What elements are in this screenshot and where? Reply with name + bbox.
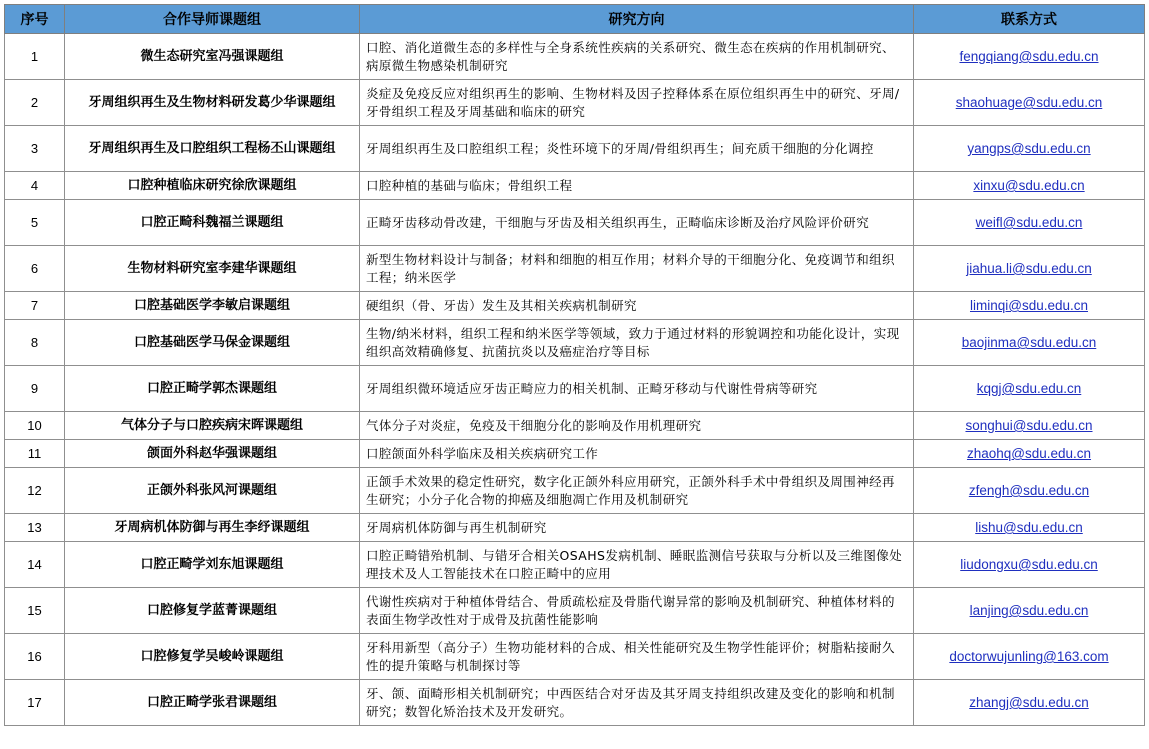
research-direction: 气体分子对炎症，免疫及干细胞分化的影响及作用机理研究: [360, 412, 914, 440]
research-direction: 正畸牙齿移动骨改建，干细胞与牙齿及相关组织再生，正畸临床诊断及治疗风险评价研究: [360, 200, 914, 246]
table-row: [5, 320, 1145, 366]
table-row: [5, 680, 1145, 726]
email-link[interactable]: fengqiang@sdu.edu.cn: [959, 49, 1099, 64]
row-number: 7: [5, 292, 65, 320]
row-number: 10: [5, 412, 65, 440]
email-link[interactable]: baojinma@sdu.edu.cn: [961, 335, 1097, 350]
research-direction: 牙周组织再生及口腔组织工程；炎性环境下的牙周/骨组织再生；间充质干细胞的分化调控: [360, 126, 914, 172]
table-row: [5, 468, 1145, 514]
research-direction: 口腔种植的基础与临床；骨组织工程: [360, 172, 914, 200]
group-name: 生物材料研究室李建华课题组: [65, 246, 360, 292]
header-group: 合作导师课题组: [65, 5, 360, 34]
row-number: 15: [5, 588, 65, 634]
group-name: 口腔修复学蓝菁课题组: [65, 588, 360, 634]
email-link[interactable]: liminqi@sdu.edu.cn: [969, 298, 1088, 313]
email-cell: [914, 80, 1145, 126]
group-name: 颌面外科赵华强课题组: [65, 440, 360, 468]
table-row: [5, 34, 1145, 80]
research-direction: 牙周病机体防御与再生机制研究: [360, 514, 914, 542]
table-row: [5, 246, 1145, 292]
email-link[interactable]: lanjing@sdu.edu.cn: [969, 603, 1089, 618]
email-link[interactable]: shaohuage@sdu.edu.cn: [955, 95, 1103, 110]
group-name: 口腔正畸学郭杰课题组: [65, 366, 360, 412]
email-cell: [914, 440, 1145, 468]
row-number: 14: [5, 542, 65, 588]
row-number: 8: [5, 320, 65, 366]
table-row: [5, 634, 1145, 680]
table-row: [5, 440, 1145, 468]
research-direction: 牙科用新型（高分子）生物功能材料的合成、相关性能研究及生物学性能评价；树脂粘接耐久性的提升策略与机制探讨等: [360, 634, 914, 680]
email-link[interactable]: jiahua.li@sdu.edu.cn: [966, 261, 1092, 276]
email-link[interactable]: doctorwujunling@163.com: [949, 649, 1109, 664]
advisor-table: [4, 4, 1145, 726]
table-row: [5, 366, 1145, 412]
table-row: [5, 80, 1145, 126]
email-link[interactable]: zhangj@sdu.edu.cn: [969, 695, 1089, 710]
research-direction: 代谢性疾病对于种植体骨结合、骨质疏松症及骨脂代谢异常的影响及机制研究、种植体材料的表面生物学改性对于成骨及抗菌性能影响: [360, 588, 914, 634]
row-number: 2: [5, 80, 65, 126]
row-number: 13: [5, 514, 65, 542]
row-number: 3: [5, 126, 65, 172]
table-row: [5, 292, 1145, 320]
email-cell: [914, 468, 1145, 514]
email-cell: [914, 34, 1145, 80]
research-direction: 牙周组织微环境适应牙齿正畸应力的相关机制、正畸牙移动与代谢性骨病等研究: [360, 366, 914, 412]
email-cell: [914, 200, 1145, 246]
group-name: 口腔基础医学李敏启课题组: [65, 292, 360, 320]
row-number: 9: [5, 366, 65, 412]
group-name: 口腔正畸科魏福兰课题组: [65, 200, 360, 246]
group-name: 口腔正畸学刘东旭课题组: [65, 542, 360, 588]
row-number: 16: [5, 634, 65, 680]
table-row: [5, 588, 1145, 634]
email-link[interactable]: yangps@sdu.edu.cn: [967, 141, 1091, 156]
email-link[interactable]: weifl@sdu.edu.cn: [975, 215, 1083, 230]
header-direction: 研究方向: [360, 5, 914, 34]
email-link[interactable]: zhaohq@sdu.edu.cn: [966, 446, 1092, 461]
row-number: 4: [5, 172, 65, 200]
email-cell: [914, 680, 1145, 726]
group-name: 牙周组织再生及口腔组织工程杨丕山课题组: [65, 126, 360, 172]
table-row: [5, 412, 1145, 440]
email-cell: [914, 292, 1145, 320]
email-link[interactable]: kqgj@sdu.edu.cn: [976, 381, 1082, 396]
research-direction: 硬组织（骨、牙齿）发生及其相关疾病机制研究: [360, 292, 914, 320]
email-cell: [914, 588, 1145, 634]
email-cell: [914, 172, 1145, 200]
research-direction: 口腔正畸错殆机制、与错牙合相关OSAHS发病机制、睡眠监测信号获取与分析以及三维图像处理技术及人工智能技术在口腔正畸中的应用: [360, 542, 914, 588]
row-number: 17: [5, 680, 65, 726]
email-cell: [914, 514, 1145, 542]
group-name: 微生态研究室冯强课题组: [65, 34, 360, 80]
research-direction: 生物/纳米材料，组织工程和纳米医学等领域，致力于通过材料的形貌调控和功能化设计，实现组织高效精确修复、抗菌抗炎以及癌症治疗等目标: [360, 320, 914, 366]
email-cell: [914, 366, 1145, 412]
email-link[interactable]: zfengh@sdu.edu.cn: [968, 483, 1090, 498]
row-number: 12: [5, 468, 65, 514]
research-direction: 口腔、消化道微生态的多样性与全身系统性疾病的关系研究、微生态在疾病的作用机制研究、病原微生物感染机制研究: [360, 34, 914, 80]
table-row: [5, 172, 1145, 200]
group-name: 正颌外科张风河课题组: [65, 468, 360, 514]
header-contact: 联系方式: [914, 5, 1145, 34]
email-cell: [914, 634, 1145, 680]
research-direction: 牙、颌、面畸形相关机制研究；中西医结合对牙齿及其牙周支持组织改建及变化的影响和机制研究；数智化矫治技术及开发研究。: [360, 680, 914, 726]
group-name: 口腔基础医学马保金课题组: [65, 320, 360, 366]
email-cell: [914, 412, 1145, 440]
row-number: 6: [5, 246, 65, 292]
group-name: 气体分子与口腔疾病宋晖课题组: [65, 412, 360, 440]
group-name: 口腔修复学吴峻岭课题组: [65, 634, 360, 680]
row-number: 11: [5, 440, 65, 468]
row-number: 5: [5, 200, 65, 246]
email-cell: [914, 126, 1145, 172]
research-direction: 新型生物材料设计与制备；材料和细胞的相互作用；材料介导的干细胞分化、免疫调节和组织工程；纳米医学: [360, 246, 914, 292]
group-name: 口腔种植临床研究徐欣课题组: [65, 172, 360, 200]
group-name: 牙周病机体防御与再生李纾课题组: [65, 514, 360, 542]
group-name: 口腔正畸学张君课题组: [65, 680, 360, 726]
header-no: 序号: [5, 5, 65, 34]
table-row: [5, 514, 1145, 542]
email-cell: [914, 320, 1145, 366]
email-link[interactable]: xinxu@sdu.edu.cn: [973, 178, 1085, 193]
research-direction: 正颌手术效果的稳定性研究，数字化正颌外科应用研究，正颌外科手术中骨组织及周围神经再生研究；小分子化合物的抑癌及细胞凋亡作用及机制研究: [360, 468, 914, 514]
group-name: 牙周组织再生及生物材料研发葛少华课题组: [65, 80, 360, 126]
table-row: [5, 200, 1145, 246]
email-cell: [914, 246, 1145, 292]
research-direction: 炎症及免疫反应对组织再生的影响、生物材料及因子控释体系在原位组织再生中的研究、牙周/牙骨组织工程及牙周基础和临床的研究: [360, 80, 914, 126]
research-direction: 口腔颌面外科学临床及相关疾病研究工作: [360, 440, 914, 468]
table-row: [5, 542, 1145, 588]
table-header-row: [5, 5, 1145, 34]
email-link[interactable]: lishu@sdu.edu.cn: [975, 520, 1083, 535]
row-number: 1: [5, 34, 65, 80]
email-cell: [914, 542, 1145, 588]
email-link[interactable]: liudongxu@sdu.edu.cn: [960, 557, 1098, 572]
email-link[interactable]: songhui@sdu.edu.cn: [965, 418, 1093, 433]
table-row: [5, 126, 1145, 172]
